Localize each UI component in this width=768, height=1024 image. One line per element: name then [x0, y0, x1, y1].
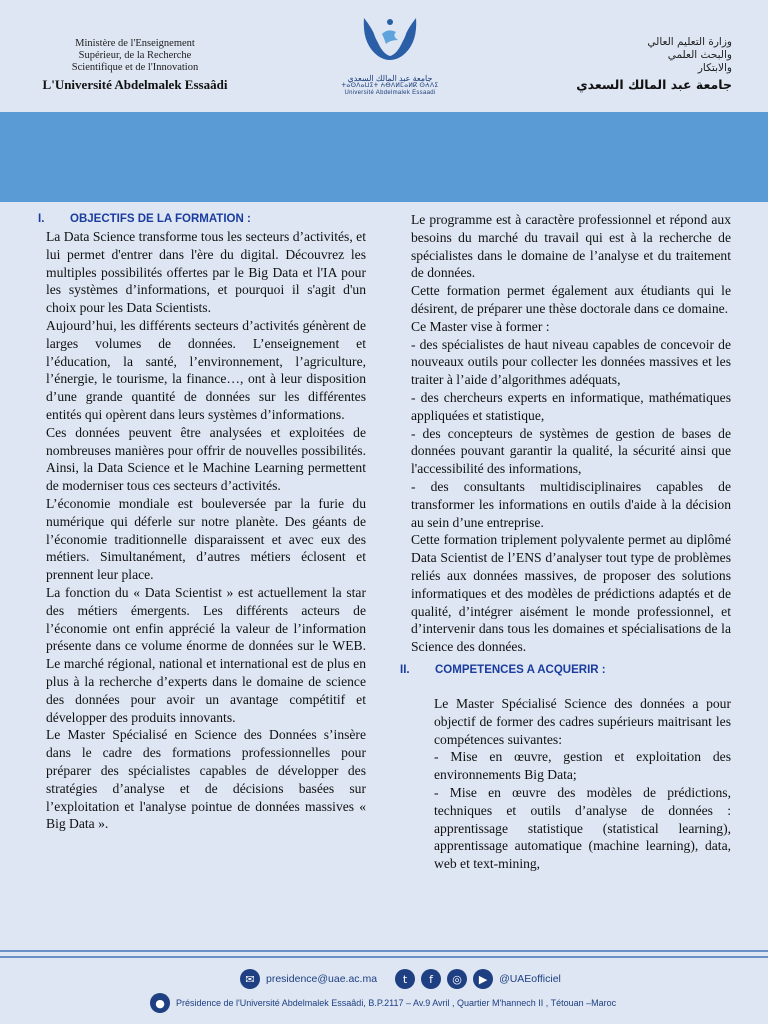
ministry-line-3: Scientifique et de l'Innovation [71, 62, 199, 73]
paragraph: Cette formation triplement polyvalente permet au diplômé Data Scientist de l’ENS d’analyser tout type de problèmes reliés aux données massives, de proposer des solutions informatiques et des modèles de prédictions adaptés et de qualité, d’intégrer aisément le monde professionnel, et d’intervenir dans tous les domaines et spécialisations de la Science des données. [411, 532, 731, 655]
paragraph: Le programme est à caractère professionnel et répond aux besoins du marché du travail qui est à la recherche de spécialistes dans le domaine de l’analyse et du traitement de données. [411, 212, 731, 281]
section-heading-competences [400, 662, 731, 679]
facebook-icon[interactable]: f [421, 969, 441, 989]
paragraph: Aujourd’hui, les différents secteurs d’activités génèrent de larges volumes de données. L’enseignement et l’éducation, la santé, l’environnement, l’agriculture, l’énergie, le tourisme, la finance…, ont à leur disposition d’une grande quantité de données sur les différentes entités qui opèrent dans leurs systèmes d’informations. [46, 317, 366, 422]
section-heading-objectifs [38, 211, 366, 228]
section-number: I. [38, 213, 45, 225]
ministry-line-1: Ministère de l'Enseignement [75, 38, 195, 49]
section-number: II. [400, 663, 410, 676]
paragraph: Ces données peuvent être analysées et exploitées de nombreuses manières pour offrir de nouvelles possibilités. Ainsi, la Data Science et le Machine Learning permettent de moderniser tous ces secteurs d’activités. [46, 424, 366, 494]
contact-row [240, 968, 561, 990]
paragraph: La fonction du « Data Scientist » est actuellement la star des métiers émergents. Les différents acteurs de l’économie ont enfin apprécié la valeur de l’information présente dans ce volume énorme de données sur le WEB. Le marché régional, national et international est de plus en plus à la recherche d’experts dans le domaine de science des données pour avoir un avantage compétitif et développer des produits innovants. [46, 584, 366, 725]
social-handle[interactable]: @UAEofficiel [499, 973, 561, 985]
list-item: - des chercheurs experts en informatique, mathématiques appliquées et statistique, [411, 389, 731, 423]
paragraph: Ce Master vise à former : [411, 318, 550, 334]
list-item: - Mise en œuvre, gestion et exploitation des environnements Big Data; [434, 749, 731, 783]
logo-text-tifinagh: ⵜⴰⵙⴷⴰⵡⵉⵜ ⵄⴱⴷⵍⵎⴰⵍⴽ ⵙⵄⴷⵉ [341, 83, 439, 89]
footer-divider [0, 956, 768, 958]
list-item: - des consultants multidisciplinaires capables de transformer les informations en outils d'aide à la décision au sein d’une entreprise. [411, 478, 731, 530]
logo-emblem-icon [358, 14, 422, 70]
section-title: COMPETENCES A ACQUERIR : [435, 663, 606, 676]
paragraph: La Data Science transforme tous les secteurs d’activités, et lui permet d'entrer dans l'ère du digital. Découvrez les multiples possibilités offertes par le Big Data et l'IA pour les systèmes d’informations, et pourquoi il s'agit d'un choix pour les Data Scientists. [46, 229, 366, 316]
address-row [150, 993, 616, 1013]
page-footer [0, 960, 768, 1024]
ministry-ar-line-3: والابتكار [697, 62, 732, 74]
ministry-block-ar [552, 36, 732, 92]
email-link[interactable]: presidence@uae.ac.ma [266, 973, 378, 985]
footer-divider [0, 950, 768, 952]
ministry-line-2: Supérieur, de la Recherche [78, 50, 192, 61]
ministry-ar-line-1: وزارة التعليم العالي [647, 36, 732, 48]
paragraph: Cette formation permet également aux étudiants qui le désirent, de préparer une thèse doctorale dans ce domaine. [411, 283, 731, 316]
email-icon[interactable]: ✉ [240, 969, 260, 989]
youtube-icon[interactable]: ▶ [473, 969, 493, 989]
logo-text-fr: Université Abdelmalek Essaadi [344, 90, 436, 96]
left-column [38, 211, 366, 833]
instagram-icon[interactable]: ◎ [447, 969, 467, 989]
paragraph: L’économie mondiale est bouleversée par la furie du numérique qui déferle sur notre planète. Des géants de l’économie traditionnelle disparaissent et avec eux des métiers. Simultanément, d’autres métiers éclosent et prennent leur place. [46, 495, 366, 583]
twitter-icon[interactable]: t [395, 969, 415, 989]
page-header [0, 0, 768, 112]
ministry-ar-line-2: والبحث العلمي [667, 49, 732, 61]
competences-list [411, 695, 731, 873]
paragraph: Le Master Spécialisé Science des données a pour objectif de former des cadres supérieurs maitrisant les compétences suivantes: [434, 695, 731, 747]
list-item: - des spécialistes de haut niveau capables de concevoir de nouveaux outils pour collecter les données massives et les traiter à l’aide d’algorithmes adéquats, [411, 336, 731, 388]
location-pin-icon: ● [150, 993, 170, 1013]
university-logo [334, 14, 446, 97]
university-name-ar: جامعة عبد المالك السعدي [576, 77, 732, 92]
list-item: - Mise en œuvre des modèles de prédictions, techniques et outils d’analyse de données : apprentissage statistique (statistical learning), apprentissage automatique (machine learning), data, web et text-mining, [434, 784, 731, 872]
list-item: - des concepteurs de systèmes de gestion de bases de données pouvant garantir la qualité, la sécurité ainsi que l'accessibilité des informations, [411, 425, 731, 477]
address-text: Présidence de l'Université Abdelmalek Essaâdi, B.P.2117 – Av.9 Avril , Quartier M'hannech II , Tétouan –Maroc [176, 998, 617, 1008]
section-title: OBJECTIFS DE LA FORMATION : [70, 213, 251, 225]
title-band [0, 112, 768, 202]
logo-text-ar: جامعة عبد المالك السعدي [347, 74, 433, 83]
paragraph: Le Master Spécialisé en Science des Données s’insère dans le cadre des formations professionnelles pour préparer des spécialistes capables de développer des stratégies d’analyse et de décisions basées sur l’exploitation et l'analyse pointue de données massives « Big Data ». [46, 727, 366, 832]
ministry-block-fr [30, 38, 240, 93]
university-name-fr: L'Université Abdelmalek Essaâdi [42, 77, 228, 92]
right-column [400, 211, 731, 873]
